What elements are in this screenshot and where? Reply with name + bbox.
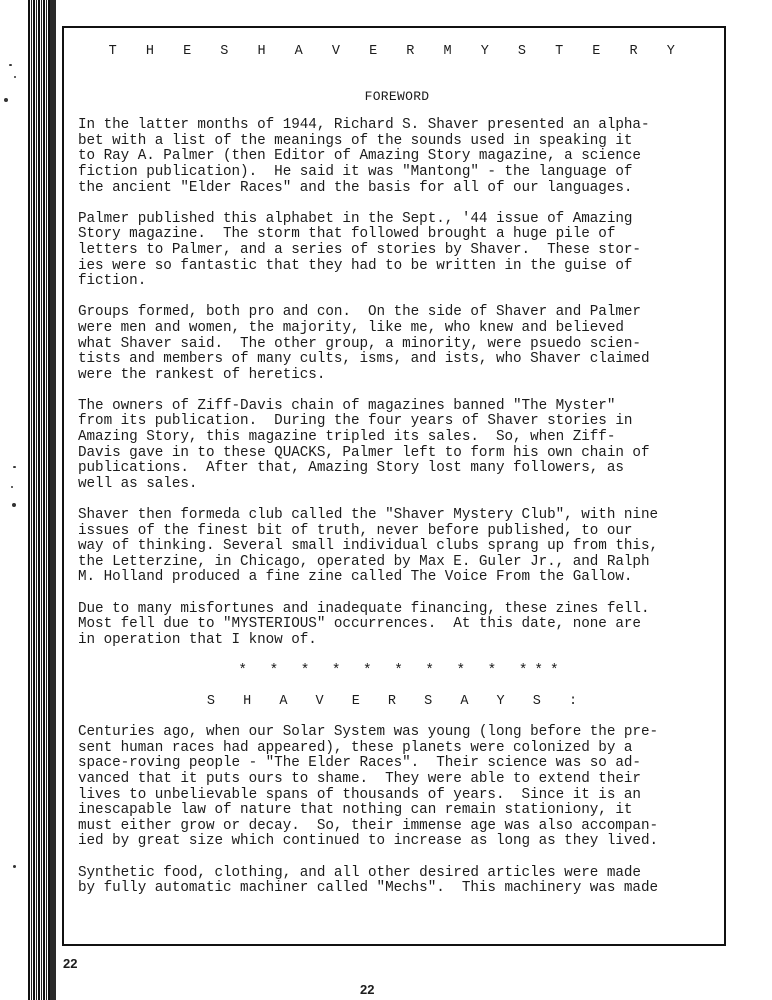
text-line: letters to Palmer, and a series of stories by Shaver. These stor- (78, 241, 641, 258)
scan-speck (11, 486, 13, 488)
text-line: were men and women, the majority, like me, who knew and believed (78, 319, 624, 336)
page-frame (62, 26, 726, 946)
text-line: Shaver then formeda club called the "Shaver Mystery Club", with nine (78, 507, 659, 524)
page-number: 22 (63, 956, 78, 971)
paragraph (78, 399, 716, 493)
text-line: Due to many misfortunes and inadequate financing, these zines fell. (78, 600, 650, 617)
text-line: ies were so fantastic that they had to be written in the guise of (78, 257, 633, 274)
text-line: M. Holland produced a fine zine called The Voice From the Gallow. (78, 569, 633, 586)
text-line: Amazing Story, this magazine tripled its sales. So, when Ziff- (78, 429, 616, 446)
text-line: tists and members of many cults, isms, and ists, who Shaver claimed (78, 351, 650, 368)
text-line: Palmer published this alphabet in the Sept., '44 issue of Amazing (78, 210, 633, 227)
paragraph (78, 725, 716, 850)
paragraph (78, 508, 716, 586)
text-line: by fully automatic machiner called "Mechs". This machinery was made (78, 880, 659, 897)
text-line: The owners of Ziff-Davis chain of magazines banned "The Myster" (78, 397, 616, 414)
paragraph (78, 212, 716, 290)
text-line: were the rankest of heretics. (78, 366, 326, 383)
foreword-heading: FOREWORD (364, 88, 430, 104)
text-line: publications. After that, Amazing Story lost many followers, as (78, 460, 624, 477)
scan-speck (4, 98, 8, 102)
text-line: to Ray A. Palmer (then Editor of Amazing Story magazine, a science (78, 148, 641, 165)
text-line: Story magazine. The storm that followed brought a huge pile of (78, 226, 616, 243)
document-title: T H E S H A V E R M Y S T E R Y (108, 44, 686, 59)
binding-edge (28, 0, 50, 1000)
shaver-says-section (78, 725, 716, 897)
scan-speck (13, 865, 16, 868)
text-line: Centuries ago, when our Solar System was young (long before the pre- (78, 724, 659, 741)
binding-shadow (50, 0, 56, 1000)
text-line: ied by great size which continued to increase as long as they lived. (78, 833, 659, 850)
page-number-footer: 22 (360, 982, 375, 997)
scan-speck (13, 466, 16, 468)
paragraph (78, 305, 716, 383)
document-body (78, 44, 716, 912)
text-line: vanced that it puts ours to shame. They were able to extend their (78, 770, 641, 787)
text-line: bet with a list of the meanings of the sounds used in speaking it (78, 132, 633, 149)
text-line: in operation that I know of. (78, 631, 317, 648)
scan-speck (12, 503, 16, 507)
text-line: fiction. (78, 273, 147, 290)
text-line: way of thinking. Several small individual clubs sprang up from this, (78, 538, 659, 555)
text-line: lives to unbelievable spans of thousands of years. Since it is an (78, 786, 641, 803)
text-line: fiction publication). He said it was "Mantong" - the language of (78, 163, 633, 180)
text-line: In the latter months of 1944, Richard S. Shaver presented an alpha- (78, 117, 650, 134)
text-line: what Shaver said. The other group, a minority, were psuedo scien- (78, 335, 641, 352)
foreword-section (78, 118, 716, 648)
paragraph (78, 602, 716, 649)
text-line: must either grow or decay. So, their immense age was also accompan- (78, 817, 659, 834)
text-line: from its publication. During the four years of Shaver stories in (78, 413, 633, 430)
section-heading: S H A V E R S A Y S : (206, 693, 588, 709)
section-divider: * * * * * * * * * *** (238, 662, 566, 679)
scan-speck (9, 64, 12, 66)
text-line: inescapable law of nature that nothing can remain stationiony, it (78, 802, 633, 819)
text-line: Groups formed, both pro and con. On the side of Shaver and Palmer (78, 304, 641, 321)
paragraph (78, 866, 716, 897)
text-line: Synthetic food, clothing, and all other desired articles were made (78, 864, 641, 881)
text-line: space-roving people - "The Elder Races". Their science was so ad- (78, 755, 641, 772)
text-line: Most fell due to "MYSTERIOUS" occurrences. At this date, none are (78, 616, 641, 633)
text-line: issues of the finest bit of truth, never before published, to our (78, 522, 633, 539)
text-line: the Letterzine, in Chicago, operated by Max E. Guler Jr., and Ralph (78, 553, 650, 570)
text-line: sent human races had appeared), these planets were colonized by a (78, 739, 633, 756)
text-line: well as sales. (78, 475, 198, 492)
paragraph (78, 118, 716, 196)
scan-speck (14, 76, 16, 78)
text-line: the ancient "Elder Races" and the basis for all of our languages. (78, 179, 633, 196)
text-line: Davis gave in to these QUACKS, Palmer left to form his own chain of (78, 444, 650, 461)
